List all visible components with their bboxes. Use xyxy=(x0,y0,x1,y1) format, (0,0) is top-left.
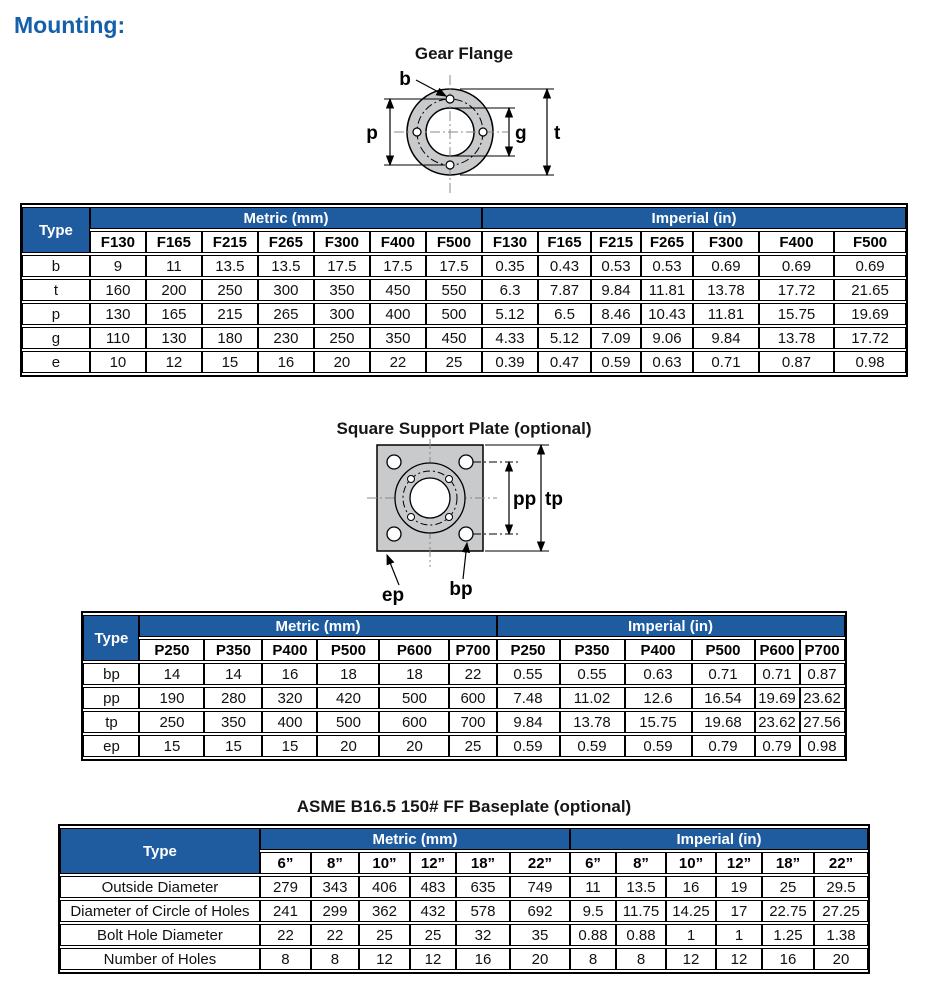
table-cell: 1.38 xyxy=(814,924,868,946)
table-cell: 22 xyxy=(260,924,311,946)
table-cell: 9.06 xyxy=(641,327,693,349)
row-label: Diameter of Circle of Holes xyxy=(60,900,260,922)
support-plate-drawing xyxy=(357,439,572,605)
table-cell: 16 xyxy=(762,948,814,970)
table-row xyxy=(83,663,844,685)
table-cell: 300 xyxy=(258,279,314,301)
column-header: P700 xyxy=(800,639,845,661)
row-label: t xyxy=(22,279,90,301)
column-header: 22” xyxy=(510,852,570,874)
table-cell: 8 xyxy=(570,948,616,970)
table-row xyxy=(22,279,906,301)
table-cell: 7.87 xyxy=(538,279,591,301)
table-cell: 15 xyxy=(262,735,317,757)
bolt-hole-top xyxy=(446,95,454,103)
bolt-hole-left xyxy=(413,128,421,136)
table-cell: 14 xyxy=(204,663,262,685)
column-header: F165 xyxy=(538,231,591,253)
unit-band-header: Imperial (in) xyxy=(570,828,868,850)
table-cell: 500 xyxy=(426,303,482,325)
support-plate-diagram xyxy=(0,439,928,605)
table-cell: 15.75 xyxy=(759,303,834,325)
table-cell: 35 xyxy=(510,924,570,946)
table-cell: 22.75 xyxy=(762,900,814,922)
support-plate-title: Square Support Plate (optional) xyxy=(336,419,592,438)
table-cell: 160 xyxy=(90,279,146,301)
table-cell: 9.84 xyxy=(497,711,560,733)
table-cell: 20 xyxy=(814,948,868,970)
unit-band-header: Metric (mm) xyxy=(90,207,482,229)
table-row xyxy=(22,255,906,277)
unit-band-header: Imperial (in) xyxy=(497,615,845,637)
table-cell: 450 xyxy=(426,327,482,349)
table-cell: 0.69 xyxy=(759,255,834,277)
table-cell: 749 xyxy=(510,876,570,898)
table-cell: 4.33 xyxy=(482,327,538,349)
table-cell: 250 xyxy=(314,327,370,349)
corner-hole-br xyxy=(459,527,473,541)
column-header: P400 xyxy=(262,639,317,661)
table-cell: 25 xyxy=(359,924,410,946)
gear-flange-drawing xyxy=(358,64,570,198)
table-cell: 279 xyxy=(260,876,311,898)
column-header: P600 xyxy=(755,639,800,661)
table-cell: 0.71 xyxy=(692,663,755,685)
table-row xyxy=(22,351,906,373)
table-corner-header: Type xyxy=(60,828,260,874)
table-cell: 165 xyxy=(146,303,202,325)
table-cell: 299 xyxy=(311,900,359,922)
table-cell: 400 xyxy=(370,303,426,325)
table-cell: 130 xyxy=(90,303,146,325)
table-cell: 18 xyxy=(317,663,379,685)
table-cell: 0.59 xyxy=(625,735,692,757)
table-cell: 0.63 xyxy=(641,351,693,373)
table-cell: 12 xyxy=(410,948,456,970)
table-cell: 17.5 xyxy=(370,255,426,277)
table-cell: 19.69 xyxy=(755,687,800,709)
row-label: Outside Diameter xyxy=(60,876,260,898)
table-cell: 11.81 xyxy=(641,279,693,301)
table-cell: 23.62 xyxy=(755,711,800,733)
row-label: ep xyxy=(83,735,139,757)
table-cell: 7.09 xyxy=(591,327,641,349)
column-header: F130 xyxy=(90,231,146,253)
table-cell: 20 xyxy=(314,351,370,373)
t-label: t xyxy=(554,123,561,144)
baseplate-section xyxy=(0,797,928,974)
gear-flange-section xyxy=(0,44,928,377)
table-cell: 0.79 xyxy=(755,735,800,757)
row-label: Bolt Hole Diameter xyxy=(60,924,260,946)
table-cell: 13.5 xyxy=(616,876,666,898)
table-cell: 20 xyxy=(510,948,570,970)
table-cell: 10.43 xyxy=(641,303,693,325)
table-cell: 0.55 xyxy=(497,663,560,685)
header-row-sizes xyxy=(83,639,844,661)
table-row xyxy=(60,900,868,922)
table-cell: 0.71 xyxy=(755,663,800,685)
table-row xyxy=(60,876,868,898)
table-cell: 0.43 xyxy=(538,255,591,277)
table-cell: 0.88 xyxy=(616,924,666,946)
p-label: p xyxy=(366,123,378,144)
column-header: F215 xyxy=(202,231,258,253)
boss-hole-ne xyxy=(445,476,452,483)
column-header: P250 xyxy=(497,639,560,661)
corner-hole-bl xyxy=(387,527,401,541)
table-cell: 0.87 xyxy=(800,663,845,685)
table-cell: 9.5 xyxy=(570,900,616,922)
table-cell: 11 xyxy=(570,876,616,898)
gear-flange-title: Gear Flange xyxy=(414,44,514,63)
row-label: bp xyxy=(83,663,139,685)
table-cell: 32 xyxy=(456,924,510,946)
ep-label: ep xyxy=(381,585,404,605)
table-cell: 11.75 xyxy=(616,900,666,922)
column-header: P500 xyxy=(317,639,379,661)
table-cell: 12.6 xyxy=(625,687,692,709)
table-cell: 1.25 xyxy=(762,924,814,946)
header-row-sizes xyxy=(22,231,906,253)
table-cell: 20 xyxy=(379,735,449,757)
table-cell: 17 xyxy=(716,900,762,922)
table-cell: 8 xyxy=(311,948,359,970)
support-plate-section xyxy=(0,419,928,761)
table-cell: 7.48 xyxy=(497,687,560,709)
table-cell: 27.25 xyxy=(814,900,868,922)
table-cell: 420 xyxy=(317,687,379,709)
table-cell: 0.69 xyxy=(834,255,906,277)
column-header: P500 xyxy=(692,639,755,661)
column-header: F500 xyxy=(426,231,482,253)
table-cell: 22 xyxy=(370,351,426,373)
table-cell: 362 xyxy=(359,900,410,922)
table-cell: 16 xyxy=(262,663,317,685)
table-cell: 0.98 xyxy=(800,735,845,757)
table-cell: 15 xyxy=(204,735,262,757)
table-cell: 241 xyxy=(260,900,311,922)
table-cell: 25 xyxy=(410,924,456,946)
table-cell: 200 xyxy=(146,279,202,301)
table-cell: 0.87 xyxy=(759,351,834,373)
table-cell: 0.47 xyxy=(538,351,591,373)
table-cell: 578 xyxy=(456,900,510,922)
table-cell: 6.5 xyxy=(538,303,591,325)
table-cell: 600 xyxy=(449,687,496,709)
column-header: 6” xyxy=(570,852,616,874)
table-cell: 130 xyxy=(146,327,202,349)
row-label: p xyxy=(22,303,90,325)
table-cell: 14.25 xyxy=(666,900,716,922)
table-cell: 8 xyxy=(616,948,666,970)
table-cell: 9 xyxy=(90,255,146,277)
table-cell: 19 xyxy=(716,876,762,898)
table-cell: 400 xyxy=(262,711,317,733)
column-header: P600 xyxy=(379,639,449,661)
row-label: b xyxy=(22,255,90,277)
table-cell: 350 xyxy=(370,327,426,349)
table-cell: 16.54 xyxy=(692,687,755,709)
bolt-hole-bottom xyxy=(446,161,454,169)
table-cell: 692 xyxy=(510,900,570,922)
column-header: 8” xyxy=(311,852,359,874)
table-cell: 13.78 xyxy=(693,279,759,301)
table-cell: 0.88 xyxy=(570,924,616,946)
row-label: Number of Holes xyxy=(60,948,260,970)
table-cell: 16 xyxy=(258,351,314,373)
table-cell: 15.75 xyxy=(625,711,692,733)
boss-bore-circle xyxy=(410,478,450,518)
column-header: 22” xyxy=(814,852,868,874)
g-label: g xyxy=(515,123,527,144)
table-row xyxy=(83,687,844,709)
header-row-units xyxy=(83,615,844,637)
table-row xyxy=(60,948,868,970)
table-cell: 17.5 xyxy=(426,255,482,277)
table-cell: 10 xyxy=(90,351,146,373)
column-header: P250 xyxy=(139,639,204,661)
table-cell: 15 xyxy=(139,735,204,757)
column-header: F165 xyxy=(146,231,202,253)
column-header: 18” xyxy=(456,852,510,874)
table-row xyxy=(22,327,906,349)
b-label: b xyxy=(399,69,411,90)
support-plate-table xyxy=(81,611,846,761)
table-cell: 22 xyxy=(449,663,496,685)
column-header: F300 xyxy=(314,231,370,253)
table-cell: 15 xyxy=(202,351,258,373)
table-cell: 0.59 xyxy=(560,735,625,757)
table-cell: 9.84 xyxy=(693,327,759,349)
column-header: F500 xyxy=(834,231,906,253)
table-cell: 13.78 xyxy=(759,327,834,349)
table-cell: 432 xyxy=(410,900,456,922)
table-cell: 190 xyxy=(139,687,204,709)
table-cell: 0.55 xyxy=(560,663,625,685)
table-cell: 5.12 xyxy=(538,327,591,349)
unit-band-header: Imperial (in) xyxy=(482,207,906,229)
table-cell: 0.69 xyxy=(693,255,759,277)
column-header: 18” xyxy=(762,852,814,874)
table-cell: 17.72 xyxy=(834,327,906,349)
unit-band-header: Metric (mm) xyxy=(139,615,496,637)
table-cell: 0.35 xyxy=(482,255,538,277)
table-cell: 11.81 xyxy=(693,303,759,325)
bp-label: bp xyxy=(448,579,473,600)
table-cell: 406 xyxy=(359,876,410,898)
table-cell: 5.12 xyxy=(482,303,538,325)
table-cell: 16 xyxy=(456,948,510,970)
table-cell: 0.79 xyxy=(692,735,755,757)
unit-band-header: Metric (mm) xyxy=(260,828,570,850)
table-row xyxy=(22,303,906,325)
table-cell: 110 xyxy=(90,327,146,349)
column-header: 8” xyxy=(616,852,666,874)
boss-hole-se xyxy=(445,514,452,521)
column-header: F400 xyxy=(759,231,834,253)
table-cell: 12 xyxy=(359,948,410,970)
table-cell: 0.39 xyxy=(482,351,538,373)
corner-hole-tr xyxy=(459,455,473,469)
table-cell: 12 xyxy=(666,948,716,970)
table-cell: 450 xyxy=(370,279,426,301)
column-header: 12” xyxy=(716,852,762,874)
table-cell: 1 xyxy=(716,924,762,946)
table-cell: 0.59 xyxy=(591,351,641,373)
table-cell: 500 xyxy=(379,687,449,709)
table-cell: 11.02 xyxy=(560,687,625,709)
table-corner-header: Type xyxy=(22,207,90,253)
table-cell: 700 xyxy=(449,711,496,733)
table-cell: 23.62 xyxy=(800,687,845,709)
row-label: tp xyxy=(83,711,139,733)
table-cell: 6.3 xyxy=(482,279,538,301)
row-label: e xyxy=(22,351,90,373)
header-row-units xyxy=(60,828,868,850)
table-cell: 22 xyxy=(311,924,359,946)
table-row xyxy=(83,735,844,757)
table-corner-header: Type xyxy=(83,615,139,661)
boss-hole-sw xyxy=(407,514,414,521)
table-cell: 19.68 xyxy=(692,711,755,733)
table-cell: 280 xyxy=(204,687,262,709)
table-cell: 320 xyxy=(262,687,317,709)
boss-hole-nw xyxy=(407,476,414,483)
table-cell: 350 xyxy=(314,279,370,301)
column-header: F215 xyxy=(591,231,641,253)
table-cell: 19.69 xyxy=(834,303,906,325)
table-cell: 250 xyxy=(202,279,258,301)
table-cell: 12 xyxy=(716,948,762,970)
table-cell: 300 xyxy=(314,303,370,325)
page xyxy=(0,12,928,974)
table-cell: 0.98 xyxy=(834,351,906,373)
table-cell: 25 xyxy=(426,351,482,373)
ep-leader-line xyxy=(387,555,399,585)
table-cell: 600 xyxy=(379,711,449,733)
table-cell: 17.5 xyxy=(314,255,370,277)
table-cell: 500 xyxy=(317,711,379,733)
column-header: F265 xyxy=(258,231,314,253)
column-header: P400 xyxy=(625,639,692,661)
column-header: F265 xyxy=(641,231,693,253)
table-cell: 265 xyxy=(258,303,314,325)
row-label: g xyxy=(22,327,90,349)
column-header: 10” xyxy=(359,852,410,874)
table-cell: 230 xyxy=(258,327,314,349)
column-header: F130 xyxy=(482,231,538,253)
corner-hole-tl xyxy=(387,455,401,469)
table-cell: 0.59 xyxy=(497,735,560,757)
table-cell: 14 xyxy=(139,663,204,685)
table-cell: 17.72 xyxy=(759,279,834,301)
table-cell: 0.63 xyxy=(625,663,692,685)
table-cell: 0.71 xyxy=(693,351,759,373)
table-row xyxy=(83,711,844,733)
table-cell: 1 xyxy=(666,924,716,946)
column-header: F300 xyxy=(693,231,759,253)
table-cell: 180 xyxy=(202,327,258,349)
table-cell: 8.46 xyxy=(591,303,641,325)
table-cell: 13.78 xyxy=(560,711,625,733)
table-cell: 25 xyxy=(449,735,496,757)
column-header: F400 xyxy=(370,231,426,253)
table-cell: 12 xyxy=(146,351,202,373)
bolt-hole-right xyxy=(479,128,487,136)
header-row-units xyxy=(22,207,906,229)
pp-label: pp xyxy=(512,489,536,510)
table-cell: 343 xyxy=(311,876,359,898)
table-cell: 20 xyxy=(317,735,379,757)
table-cell: 215 xyxy=(202,303,258,325)
column-header: P350 xyxy=(204,639,262,661)
table-cell: 18 xyxy=(379,663,449,685)
gear-flange-table xyxy=(20,203,908,377)
column-header: 6” xyxy=(260,852,311,874)
table-cell: 0.53 xyxy=(641,255,693,277)
table-cell: 250 xyxy=(139,711,204,733)
baseplate-title: ASME B16.5 150# FF Baseplate (optional) xyxy=(296,797,632,816)
column-header: 10” xyxy=(666,852,716,874)
table-cell: 350 xyxy=(204,711,262,733)
table-cell: 27.56 xyxy=(800,711,845,733)
table-cell: 483 xyxy=(410,876,456,898)
table-cell: 9.84 xyxy=(591,279,641,301)
table-cell: 21.65 xyxy=(834,279,906,301)
table-cell: 8 xyxy=(260,948,311,970)
table-cell: 635 xyxy=(456,876,510,898)
page-title: Mounting: xyxy=(14,12,126,38)
table-cell: 550 xyxy=(426,279,482,301)
column-header: 12” xyxy=(410,852,456,874)
table-cell: 13.5 xyxy=(202,255,258,277)
table-cell: 0.53 xyxy=(591,255,641,277)
baseplate-table xyxy=(58,824,870,974)
column-header: P700 xyxy=(449,639,496,661)
table-cell: 29.5 xyxy=(814,876,868,898)
column-header: P350 xyxy=(560,639,625,661)
table-row xyxy=(60,924,868,946)
row-label: pp xyxy=(83,687,139,709)
table-cell: 13.5 xyxy=(258,255,314,277)
table-cell: 11 xyxy=(146,255,202,277)
gear-flange-diagram xyxy=(0,64,928,198)
table-cell: 16 xyxy=(666,876,716,898)
tp-label: tp xyxy=(544,489,563,510)
table-cell: 25 xyxy=(762,876,814,898)
